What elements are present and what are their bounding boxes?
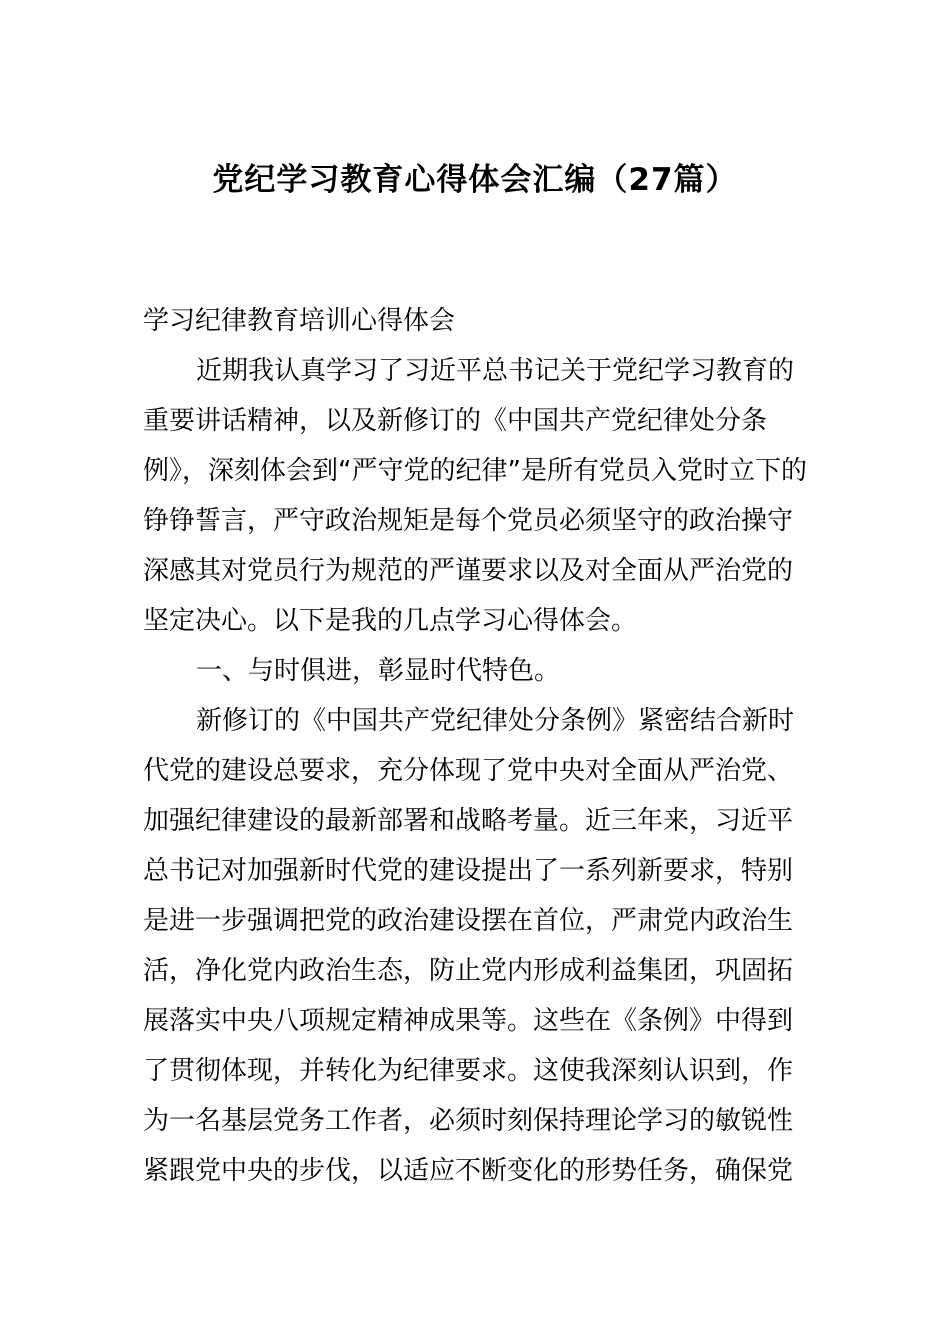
paragraph-line: 重要讲话精神，以及新修订的《中国共产党纪律处分条 xyxy=(143,406,768,436)
paragraph-line: 坚定决心。以下是我的几点学习心得体会。 xyxy=(143,606,638,636)
paragraph-line: 总书记对加强新时代党的建设提出了一系列新要求，特别 xyxy=(143,856,794,886)
section-heading: 学习纪律教育培训心得体会 xyxy=(143,306,456,336)
paragraph-line: 新修订的《中国共产党纪律处分条例》紧密结合新时 xyxy=(196,706,795,736)
paragraph-line: 是进一步强调把党的政治建设摆在首位，严肃党内政治生 xyxy=(143,906,794,936)
subsection-heading: 一、与时俱进，彰显时代特色。 xyxy=(196,656,561,686)
paragraph-line: 近期我认真学习了习近平总书记关于党纪学习教育的 xyxy=(196,356,795,386)
paragraph-line: 活，净化党内政治生态，防止党内形成利益集团，巩固拓 xyxy=(143,956,794,986)
paragraph-line: 紧跟党中央的步伐，以适应不断变化的形势任务，确保党 xyxy=(143,1156,794,1186)
paragraph-line: 代党的建设总要求，充分体现了党中央对全面从严治党、 xyxy=(143,756,794,786)
paragraph-line: 铮铮誓言，严守政治规矩是每个党员必须坚守的政治操守 xyxy=(143,506,794,536)
document-body xyxy=(143,296,813,1196)
document-title: 党纪学习教育心得体会汇编（27篇） xyxy=(212,162,738,198)
paragraph-line: 加强纪律建设的最新部署和战略考量。近三年来，习近平 xyxy=(143,806,794,836)
paragraph-line: 深感其对党员行为规范的严谨要求以及对全面从严治党的 xyxy=(143,556,794,586)
paragraph-line: 展落实中央八项规定精神成果等。这些在《条例》中得到 xyxy=(143,1006,794,1036)
paragraph-line: 为一名基层党务工作者，必须时刻保持理论学习的敏锐性 xyxy=(143,1106,794,1136)
paragraph-line: 了贯彻体现，并转化为纪律要求。这使我深刻认识到，作 xyxy=(143,1056,794,1086)
paragraph-line: 例》，深刻体会到“严守党的纪律”是所有党员入党时立下的 xyxy=(143,456,807,486)
